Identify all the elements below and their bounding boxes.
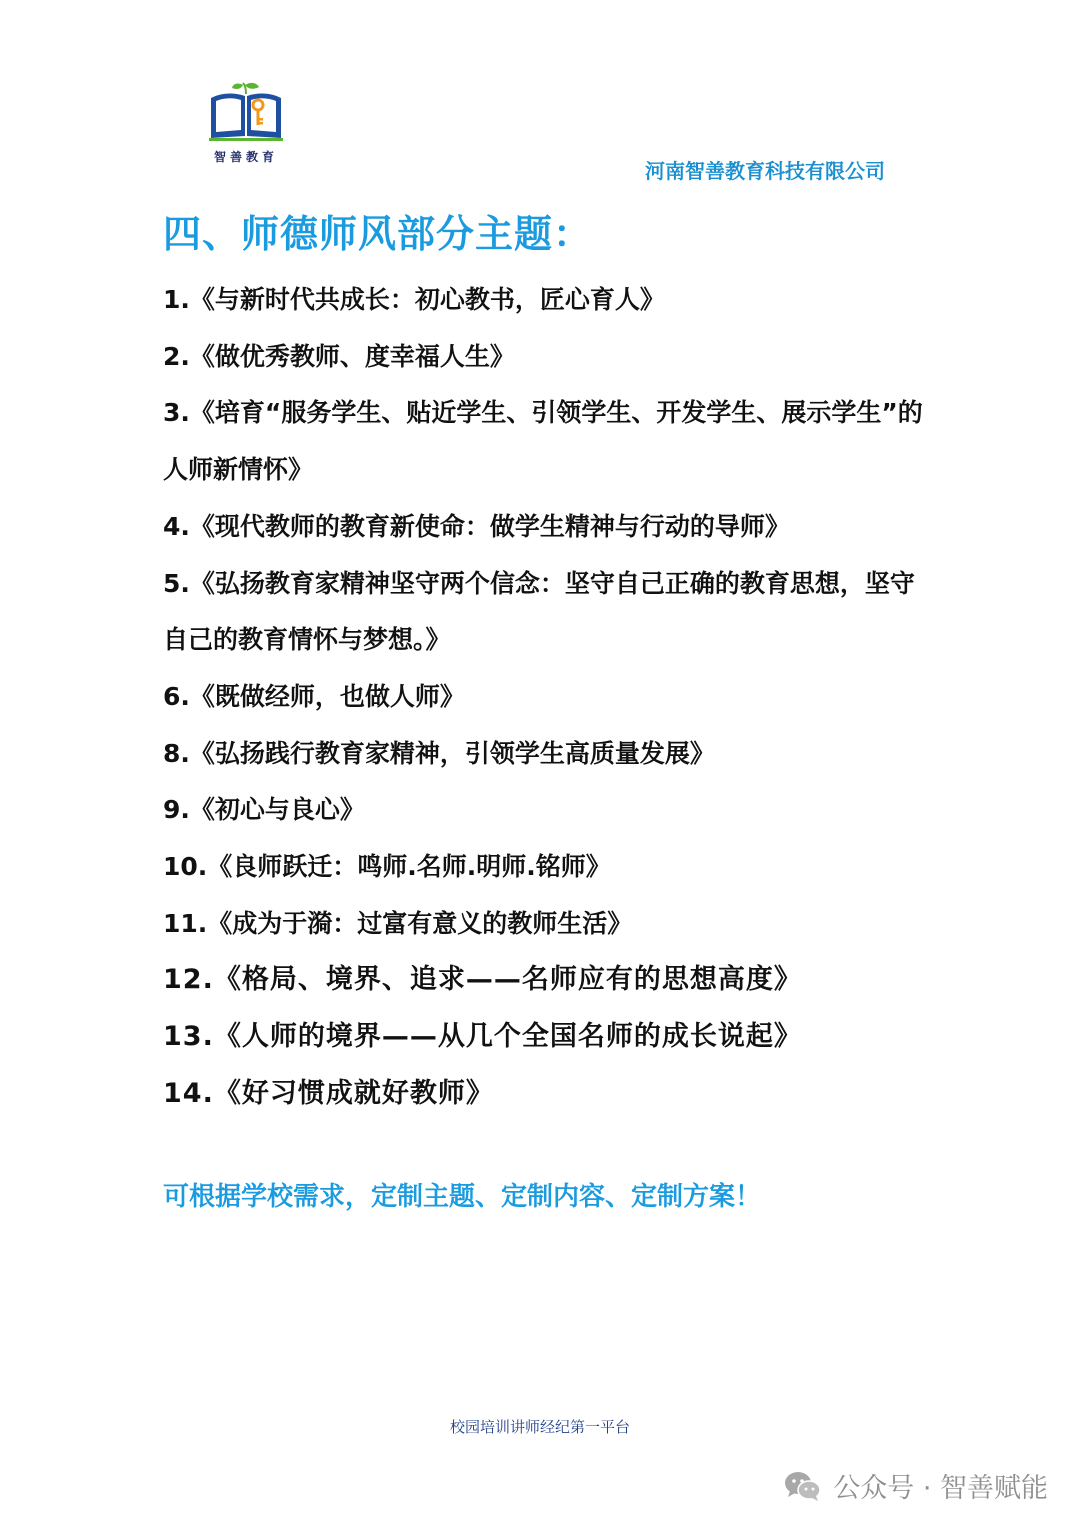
- watermark-text: 公众号 · 智善赋能: [833, 1473, 1048, 1504]
- logo-text: 智善教育: [213, 150, 278, 164]
- customization-callout: 可根据学校需求，定制主题、定制内容、定制方案！: [163, 1182, 762, 1212]
- topic-item: 4.《现代教师的教育新使命：做学生精神与行动的导师》: [163, 511, 790, 541]
- book-key-logo-icon: [205, 80, 287, 142]
- topic-item: 3.《培育“服务学生、贴近学生、引领学生、开发学生、展示学生”的人师新情怀》: [163, 398, 923, 485]
- topic-item: 1.《与新时代共成长：初心教书，匠心育人》: [163, 285, 665, 314]
- section-title: 四、师德师风部分主题：: [163, 212, 593, 256]
- topic-item: 8.《弘扬践行教育家精神，引领学生高质量发展》: [163, 738, 715, 768]
- topic-item: 11.《成为于漪：过富有意义的教师生活》: [163, 908, 633, 938]
- company-name: 河南智善教育科技有限公司: [645, 159, 885, 183]
- topic-item: 5.《弘扬教育家精神坚守两个信念：坚守自己正确的教育思想，坚守自己的教育情怀与梦想。》: [163, 568, 915, 655]
- topic-item: 13.《人师的境界——从几个全国名师的成长说起》: [163, 1021, 802, 1053]
- page-footer: 校园培训讲师经纪第一平台: [449, 1418, 630, 1436]
- topic-list: [163, 272, 933, 1123]
- company-logo: [205, 80, 287, 170]
- topic-item: 6.《既做经师，也做人师》: [163, 681, 465, 711]
- wechat-icon: [783, 1469, 823, 1503]
- wechat-watermark: [783, 1466, 1048, 1505]
- topic-item: 10.《良师跃迁：鸣师.名师.明师.铭师》: [163, 852, 611, 882]
- topic-item: 2.《做优秀教师、度幸福人生》: [163, 341, 515, 371]
- topic-item: 12.《格局、境界、追求——名师应有的思想高度》: [163, 964, 802, 996]
- topic-item: 14.《好习惯成就好教师》: [163, 1077, 494, 1109]
- topic-item: 9.《初心与良心》: [163, 795, 365, 825]
